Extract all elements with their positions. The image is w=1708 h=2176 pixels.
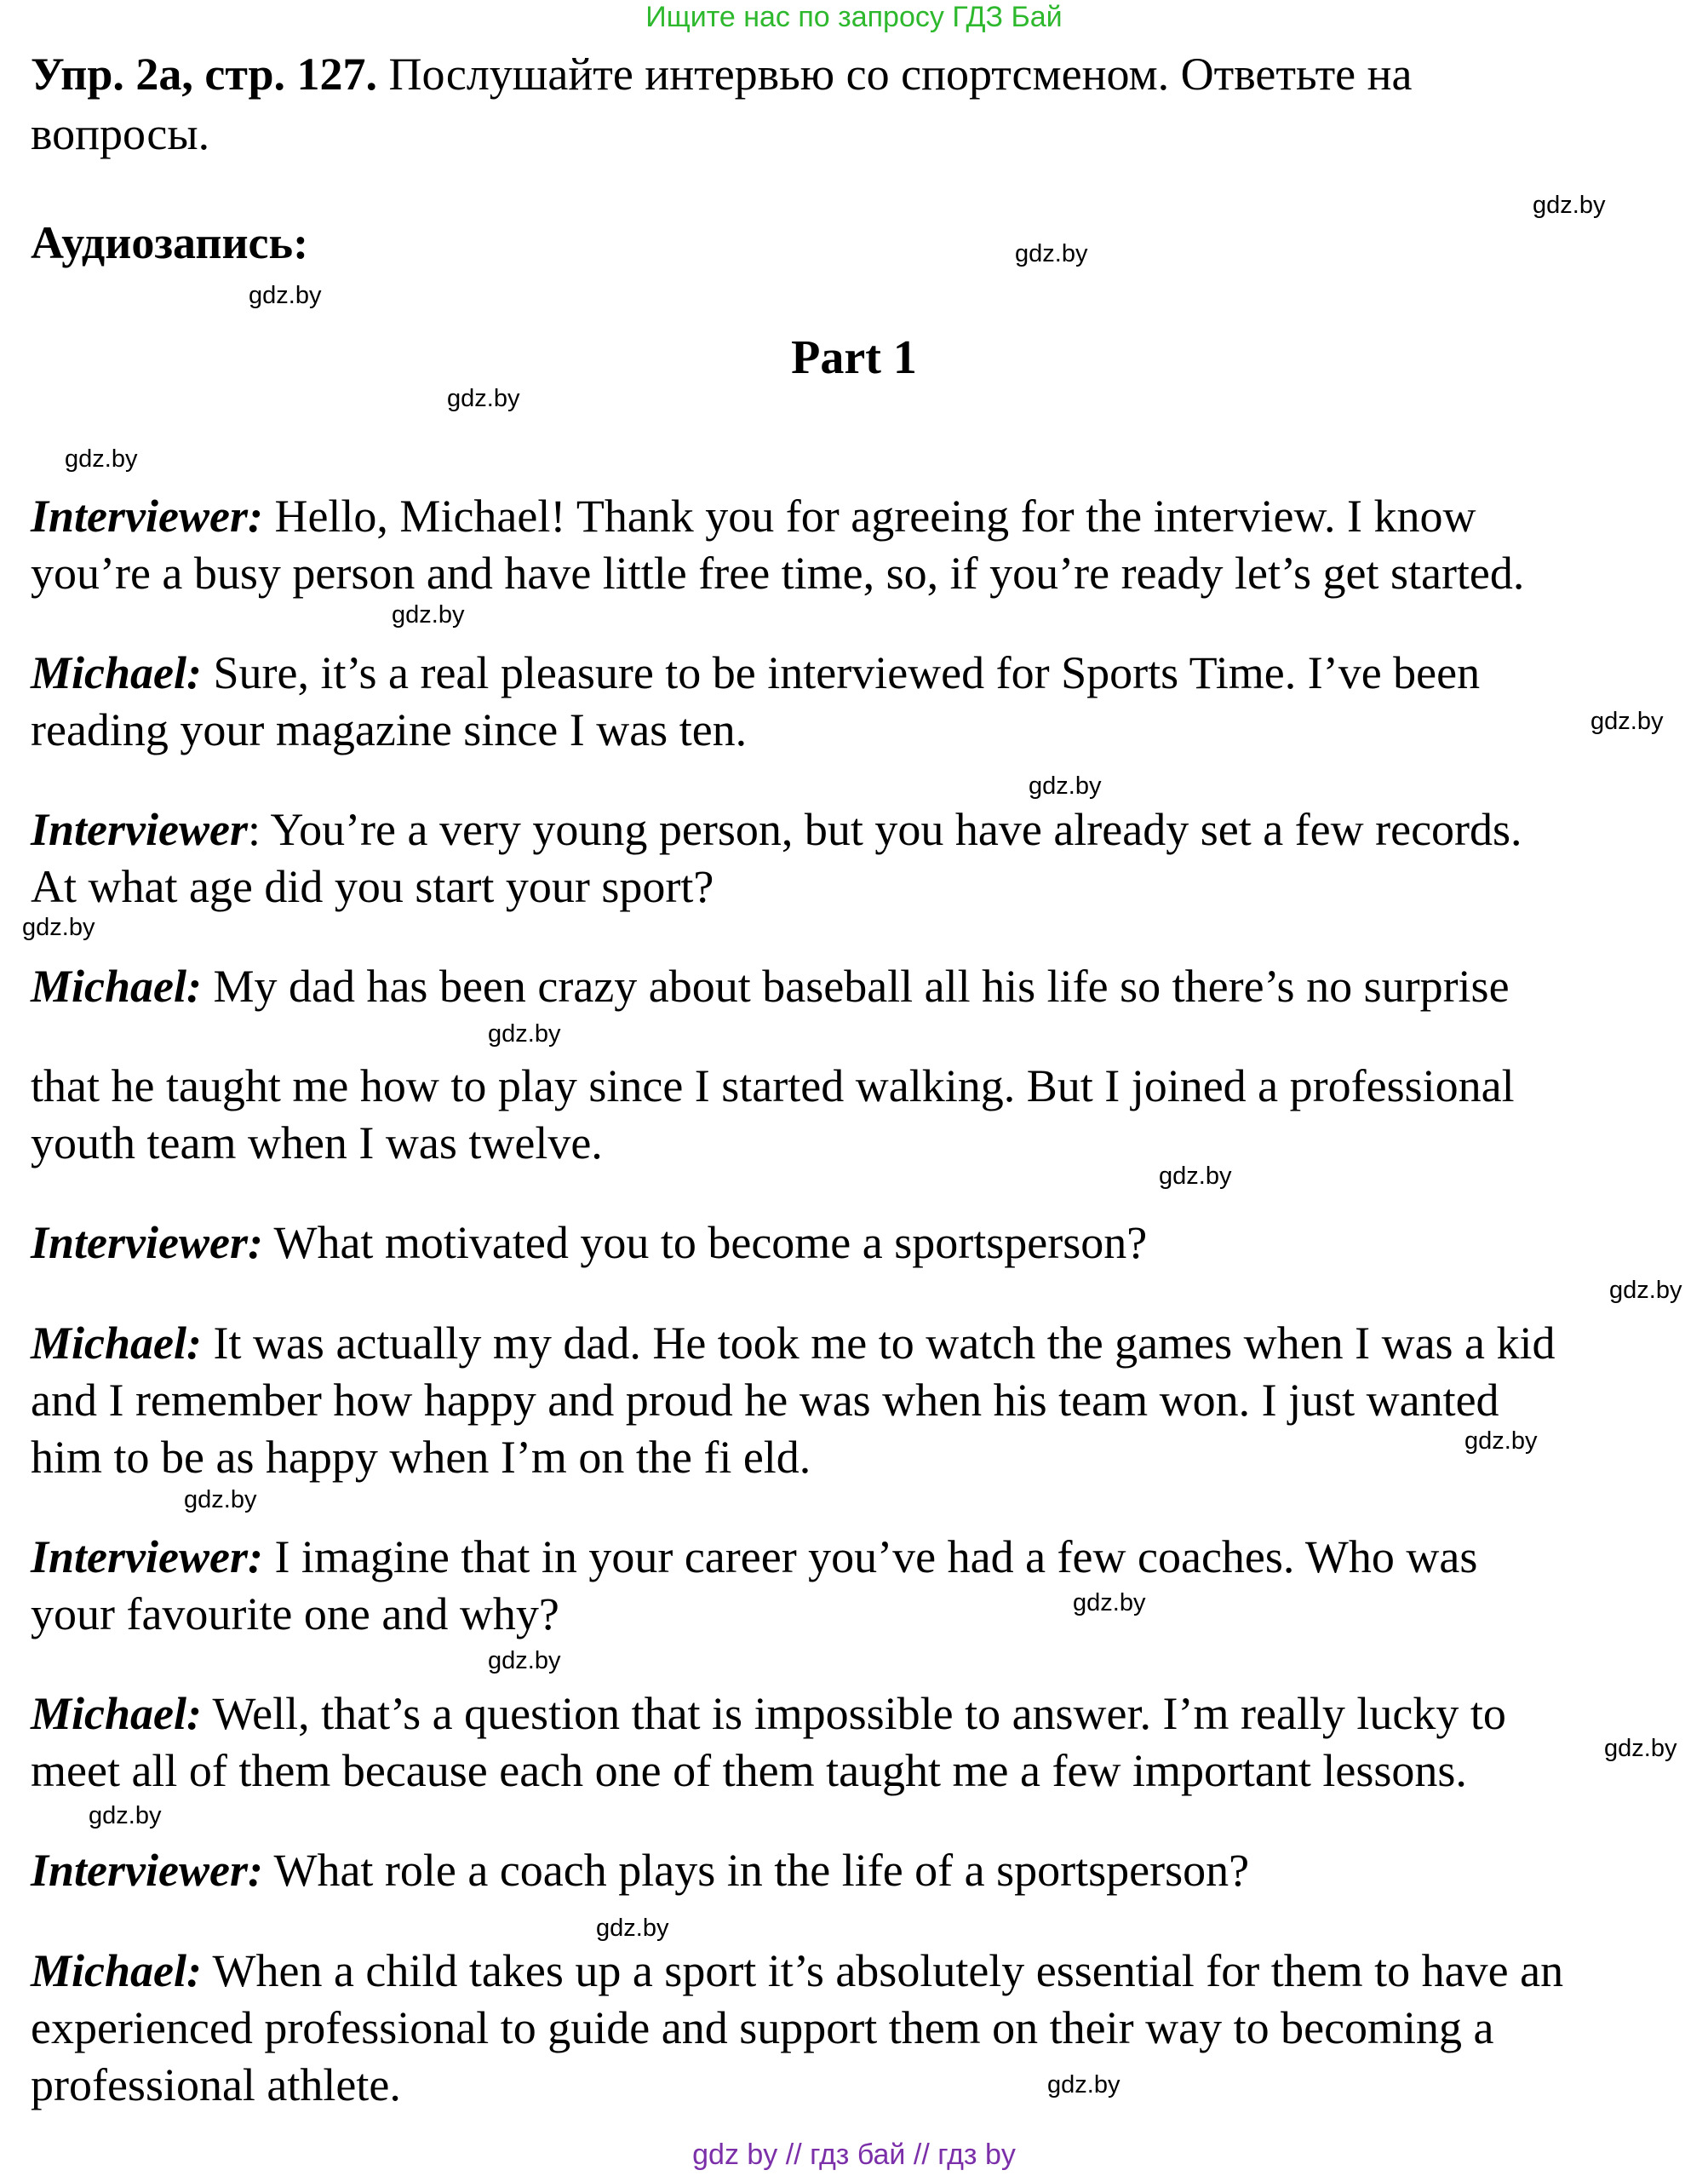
top-banner: Ищите нас по запросу ГДЗ Бай — [645, 1, 1063, 33]
line-text: that he taught me how to play since I started walking. But I joined a professional — [31, 1060, 1515, 1111]
watermark: gdz.by — [1609, 1277, 1682, 1304]
watermark: gdz.by — [249, 282, 322, 309]
exercise-reference: Упр. 2а, стр. 127. — [31, 49, 378, 100]
dialogue-line — [31, 1372, 1699, 1428]
watermark: gdz.by — [1533, 192, 1606, 219]
watermark: gdz.by — [392, 601, 465, 629]
watermark: gdz.by — [1604, 1735, 1677, 1762]
speaker-label: Interviewer: — [31, 1845, 263, 1896]
dialogue-line — [31, 1743, 1699, 1799]
watermark: gdz.by — [1029, 772, 1102, 800]
speaker-label: Interviewer: — [31, 1217, 263, 1268]
line-text: Well, that’s a question that is impossible to answer. I’m really lucky to — [201, 1688, 1506, 1739]
dialogue-line — [31, 2000, 1699, 2056]
line-text: It was actually my dad. He took me to watch the games when I was a kid — [201, 1318, 1556, 1369]
line-text: youth team when I was twelve. — [31, 1117, 603, 1168]
exercise-heading — [31, 44, 1648, 164]
dialogue-line — [31, 958, 1699, 1014]
dialogue-line — [31, 1685, 1699, 1742]
dialogue-line — [31, 1529, 1699, 1585]
dialogue-line — [31, 1315, 1699, 1371]
dialogue-line — [31, 1429, 1699, 1485]
line-text: your favourite one and why? — [31, 1588, 559, 1639]
line-text: : You’re a very young person, but you have already set a few records. — [247, 804, 1522, 855]
part-title: Part 1 — [791, 331, 917, 384]
dialogue-line — [31, 645, 1699, 701]
watermark: gdz.by — [1464, 1427, 1538, 1455]
dialogue-line — [31, 1586, 1699, 1642]
dialogue-line — [31, 488, 1699, 544]
dialogue-line — [31, 1115, 1699, 1171]
line-text: him to be as happy when I’m on the fi eld. — [31, 1432, 811, 1483]
speaker-label: Michael: — [31, 1688, 202, 1739]
watermark: gdz.by — [1047, 2071, 1121, 2098]
dialogue-line — [31, 545, 1699, 601]
watermark: gdz.by — [596, 1915, 669, 1942]
line-text: Hello, Michael! Thank you for agreeing for the interview. I know — [262, 491, 1476, 542]
watermark: gdz.by — [65, 445, 138, 473]
line-text: professional athlete. — [31, 2059, 401, 2110]
line-text: and I remember how happy and proud he was when his team won. I just wanted — [31, 1375, 1499, 1426]
audio-label: Аудиозапись: — [31, 217, 309, 268]
watermark: gdz.by — [1015, 240, 1088, 267]
speaker-label: Michael: — [31, 1318, 202, 1369]
speaker-label: Michael: — [31, 961, 202, 1012]
speaker-label: Interviewer: — [31, 1531, 263, 1582]
line-text: you’re a busy person and have little free time, so, if you’re ready let’s get started. — [31, 548, 1525, 599]
watermark: gdz.by — [488, 1647, 561, 1674]
line-text: What role a coach plays in the life of a sportsperson? — [262, 1845, 1250, 1896]
line-text: reading your magazine since I was ten. — [31, 704, 748, 755]
speaker-label: Interviewer: — [31, 491, 263, 542]
speaker-label: Michael: — [31, 647, 202, 698]
dialogue-line — [31, 2057, 1699, 2113]
line-text: When a child takes up a sport it’s absolutely essential for them to have an — [201, 1945, 1564, 1996]
watermark: gdz.by — [89, 1802, 162, 1829]
dialogue-line — [31, 702, 1699, 758]
line-text: I imagine that in your career you’ve had a few coaches. Who was — [262, 1531, 1478, 1582]
watermark: gdz.by — [488, 1020, 561, 1048]
line-text: What motivated you to become a sportsperson? — [262, 1217, 1148, 1268]
dialogue-line — [31, 801, 1699, 858]
dialogue-line — [31, 1842, 1699, 1898]
dialogue-line — [31, 1214, 1699, 1271]
dialogue-line — [31, 1943, 1699, 1999]
watermark: gdz.by — [184, 1486, 257, 1513]
watermark: gdz.by — [447, 385, 520, 412]
line-text: My dad has been crazy about baseball all his life so there’s no surprise — [201, 961, 1510, 1012]
exercise-task-line1: Послушайте интервью со спортсменом. Ответьте на — [377, 49, 1413, 100]
line-text: At what age did you start your sport? — [31, 861, 714, 912]
bottom-banner: gdz by // гдз бай // гдз by — [692, 2139, 1016, 2171]
speaker-label: Michael: — [31, 1945, 202, 1996]
line-text: Sure, it’s a real pleasure to be interviewed for Sports Time. I’ve been — [201, 647, 1481, 698]
dialogue-line — [31, 1058, 1699, 1114]
dialogue-line — [31, 858, 1699, 915]
watermark: gdz.by — [1159, 1163, 1232, 1190]
speaker-label: Interviewer — [31, 804, 248, 855]
watermark: gdz.by — [22, 914, 95, 941]
line-text: meet all of them because each one of them taught me a few important lessons. — [31, 1745, 1467, 1796]
line-text: experienced professional to guide and support them on their way to becoming a — [31, 2002, 1494, 2053]
watermark: gdz.by — [1591, 708, 1664, 735]
exercise-task-line2: вопросы. — [31, 108, 210, 159]
watermark: gdz.by — [1073, 1589, 1146, 1616]
